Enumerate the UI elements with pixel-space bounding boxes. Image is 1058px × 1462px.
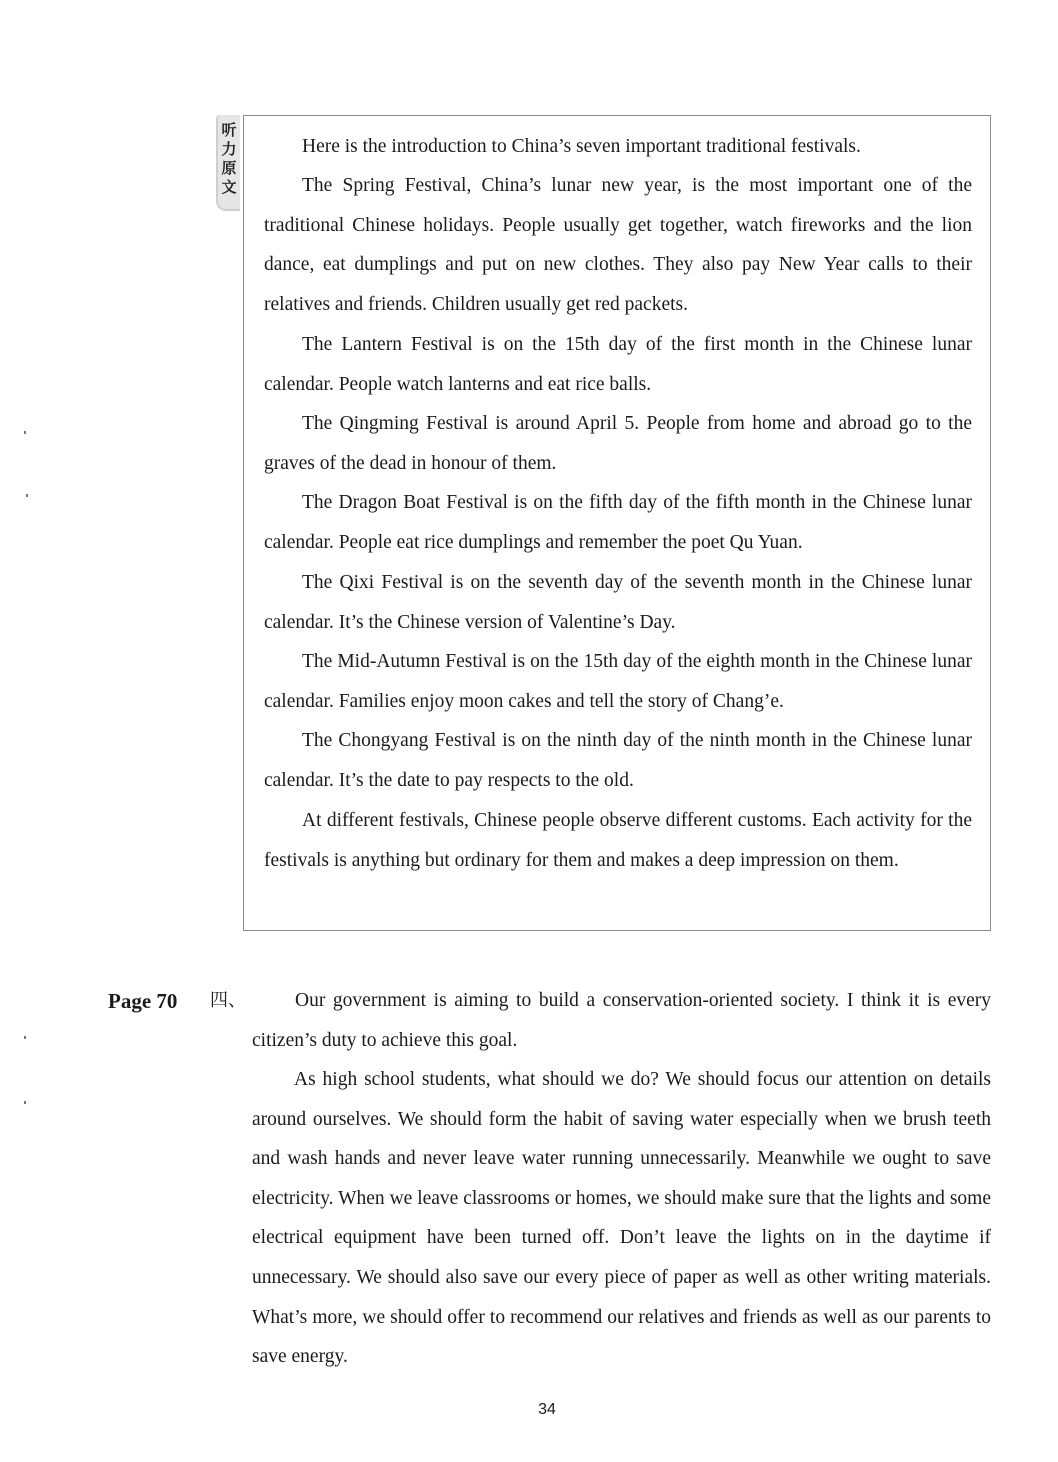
tab-char: 文 xyxy=(221,178,237,196)
transcript-box xyxy=(243,115,991,931)
page-number: 34 xyxy=(538,1401,556,1418)
transcript-paragraph-chongyang: The Chongyang Festival is on the ninth day of the ninth month in the Chinese lunar calendar. It’s the date to pay respects to the old. xyxy=(264,730,972,791)
essay-paragraph-2: As high school students, what should we do? We should focus our attention on details around ourselves. We should form the habit of saving water especially when we brush teeth and wash hands and never leave water running unnecessarily. Meanwhile we ought to save electricity. When we leave classrooms or homes, we should make sure that the lights and some electrical equipment have been turned off. Don’t leave the lights on in the daytime if unnecessary. We should also save our every piece of paper as well as other writing materials. What’s more, we should offer to recommend our relatives and friends as well as our parents to save energy. xyxy=(252,1069,991,1368)
transcript-paragraph-spring: The Spring Festival, China’s lunar new year, is the most important one of the traditional Chinese holidays. People usually get together, watch fireworks and the lion dance, eat dumplings and put on new clothes. They also pay New Year calls to their relatives and friends. Children usually get red packets. xyxy=(264,175,972,315)
scan-speck xyxy=(24,1036,26,1039)
tab-char: 听 xyxy=(221,121,237,139)
section-number: 四、 xyxy=(210,990,246,1011)
transcript-paragraph-lantern: The Lantern Festival is on the 15th day of the first month in the Chinese lunar calendar. People watch lanterns and eat rice balls. xyxy=(264,334,972,395)
transcript-paragraph-dragon-boat: The Dragon Boat Festival is on the fifth day of the fifth month in the Chinese lunar calendar. People eat rice dumplings and remember the poet Qu Yuan. xyxy=(264,492,972,553)
transcript-paragraph-qingming: The Qingming Festival is around April 5. People from home and abroad go to the graves of the dead in honour of them. xyxy=(264,413,972,474)
transcript-paragraph-mid-autumn: The Mid-Autumn Festival is on the 15th day of the eighth month in the Chinese lunar calendar. Families enjoy moon cakes and tell the story of Chang’e. xyxy=(264,651,972,712)
essay-paragraph-1: Our government is aiming to build a conservation-oriented society. I think it is every citizen’s duty to achieve this goal. xyxy=(252,990,991,1051)
transcript-intro: Here is the introduction to China’s seven important traditional festivals. xyxy=(302,136,861,157)
transcript-paragraph-qixi: The Qixi Festival is on the seventh day of the seventh month in the Chinese lunar calendar. It’s the Chinese version of Valentine’s Day. xyxy=(264,572,972,633)
scan-speck xyxy=(24,431,26,434)
tab-char: 原 xyxy=(221,159,237,177)
scan-speck xyxy=(26,494,28,497)
listening-transcript-tab xyxy=(216,115,240,211)
transcript-paragraph-conclusion: At different festivals, Chinese people observe different customs. Each activity for the festivals is anything but ordinary for them and makes a deep impression on them. xyxy=(264,810,972,871)
page-reference: Page 70 xyxy=(108,989,178,1013)
tab-char: 力 xyxy=(221,140,237,158)
scan-speck xyxy=(24,1101,26,1104)
